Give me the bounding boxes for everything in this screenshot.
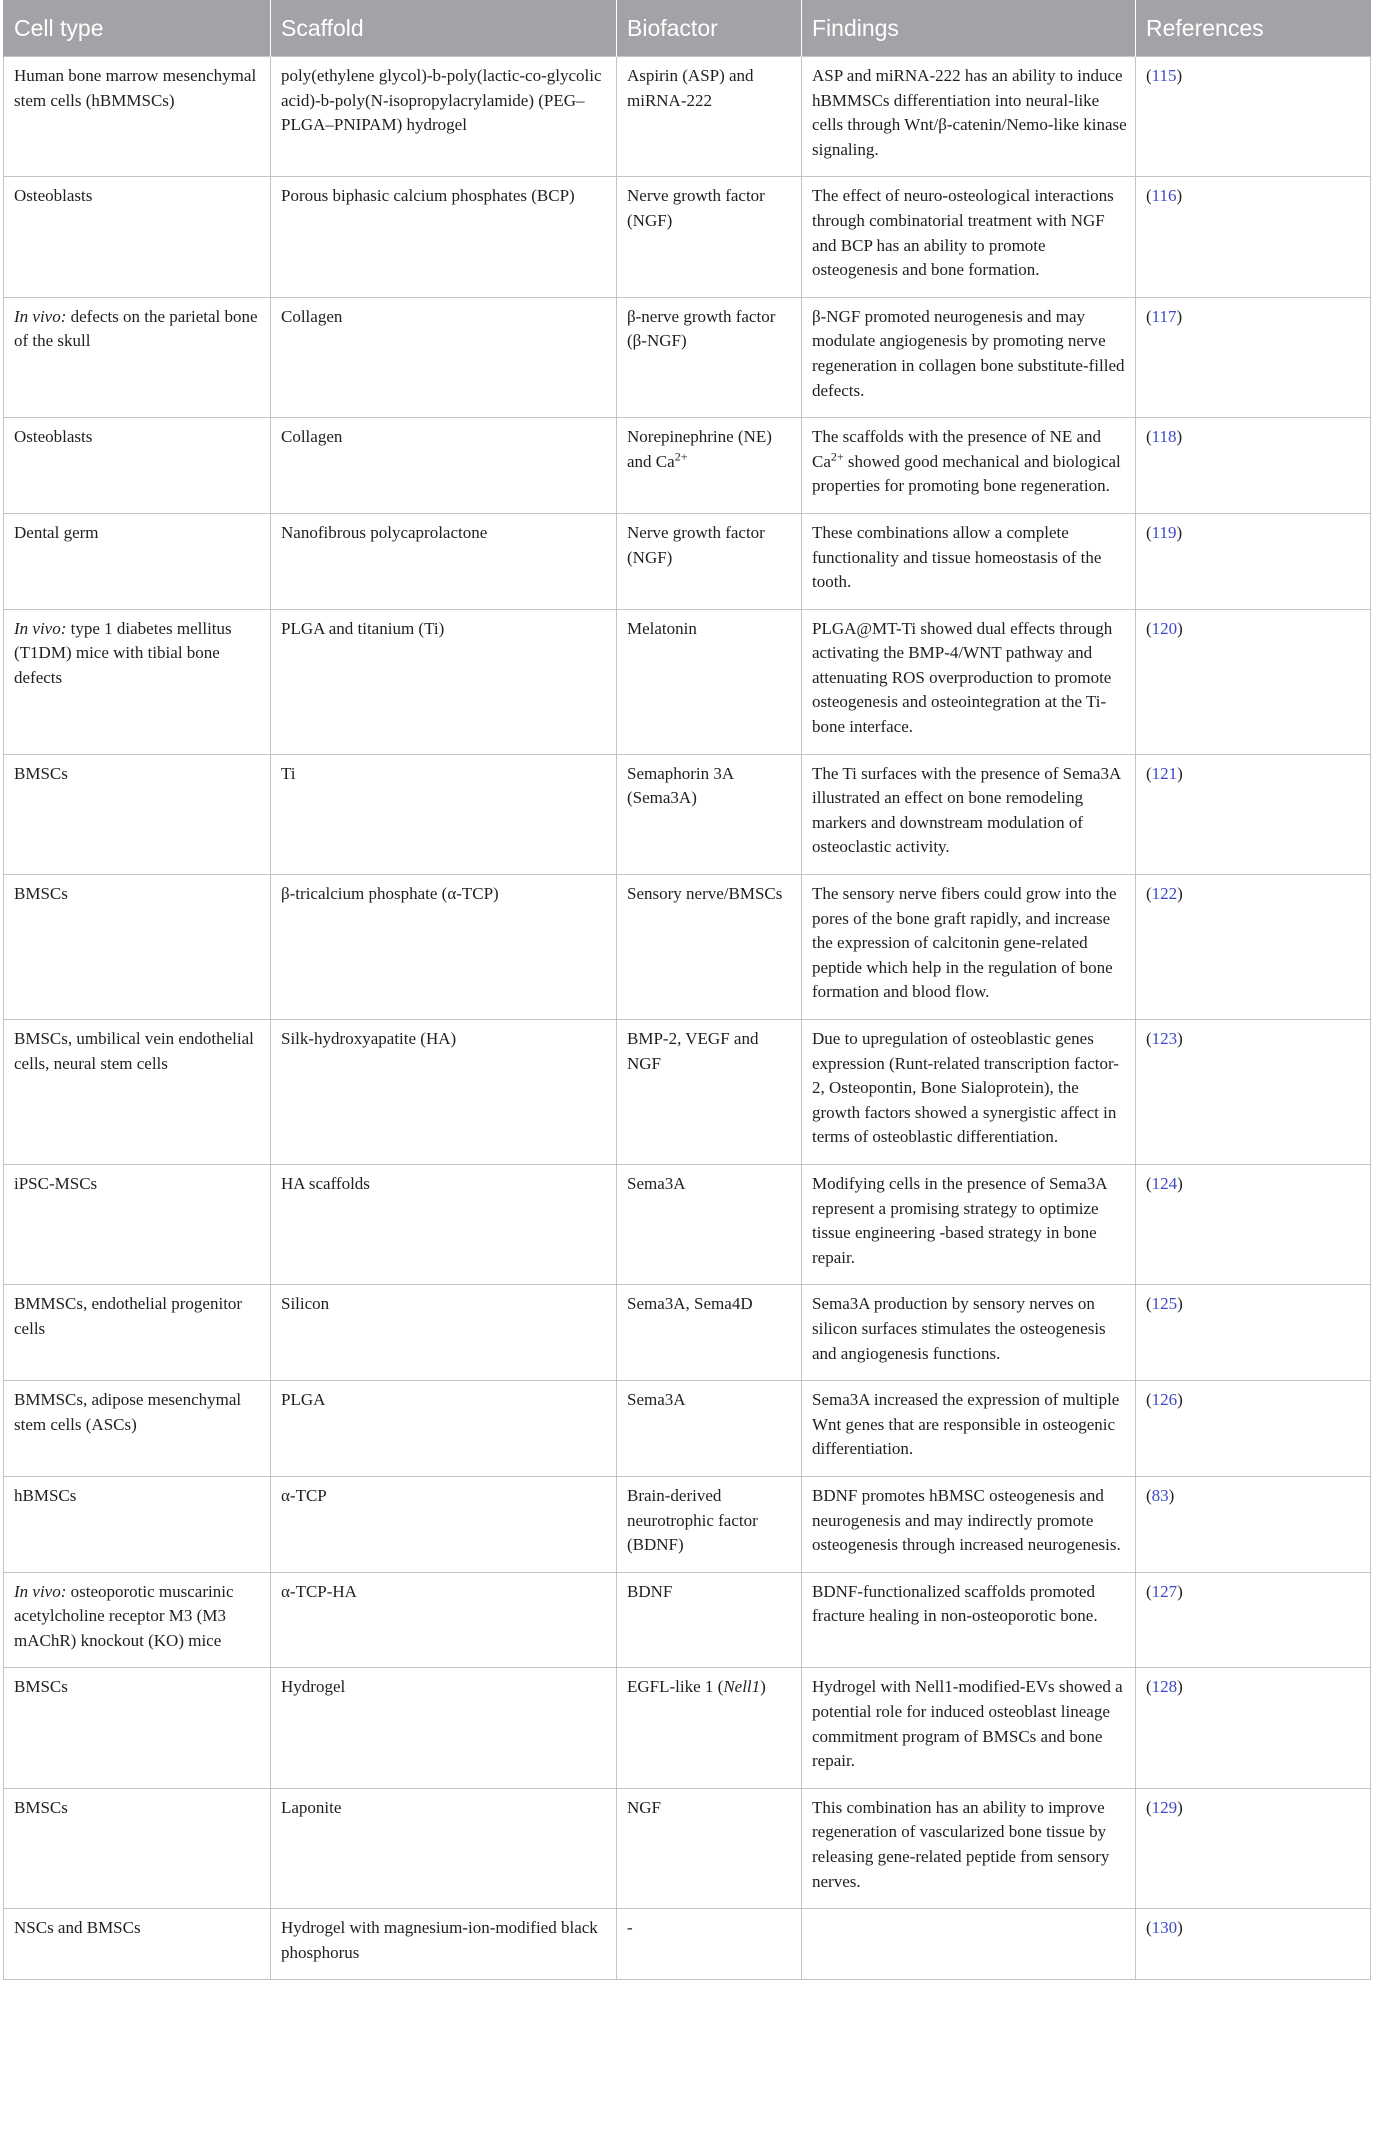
findings-text: This combination has an ability to improve regeneration of vascularized bone tissue by releasing gene-related peptide from sensory nerves.	[812, 1797, 1110, 1891]
reference-cell	[1136, 1164, 1371, 1284]
scaffold-text: Collagen	[281, 306, 343, 326]
findings-cell	[802, 297, 1136, 417]
findings-cell	[802, 1476, 1136, 1572]
cell-type-text: BMMSCs, endothelial progenitor cells	[14, 1294, 243, 1338]
cell-type-cell	[4, 754, 271, 874]
scaffold-cell	[271, 418, 617, 514]
reference-open-paren: (	[1146, 1677, 1152, 1697]
reference-close-paren: )	[1177, 1581, 1183, 1601]
reference-open-paren: (	[1146, 186, 1152, 206]
biofactor-cell	[617, 1381, 802, 1477]
scaffold-text: HA scaffolds	[281, 1173, 370, 1193]
neuro-osteo-table	[3, 0, 1371, 1980]
cell-type-cell	[4, 513, 271, 609]
cell-type-cell	[4, 418, 271, 514]
header-row	[4, 0, 1371, 57]
biofactor-cell	[617, 875, 802, 1020]
reference-cell	[1136, 875, 1371, 1020]
table-row	[4, 1285, 1371, 1381]
scaffold-cell	[271, 1572, 617, 1668]
reference-close-paren: )	[1177, 1677, 1183, 1697]
reference-close-paren: )	[1168, 1485, 1175, 1505]
scaffold-text: Collagen	[281, 427, 343, 447]
cell-type-cell	[4, 177, 271, 297]
reference-link[interactable]: 121	[1151, 763, 1178, 783]
reference-link[interactable]: 129	[1151, 1797, 1178, 1817]
table-row	[4, 418, 1371, 514]
table-row	[4, 1020, 1371, 1165]
in-vivo-label: In vivo:	[14, 618, 67, 638]
data-table-container	[3, 0, 1370, 1980]
header-findings: Findings	[802, 0, 1136, 57]
findings-text-after: showed good mechanical and biological properties for promoting bone regeneration.	[812, 451, 1121, 496]
biofactor-text: Melatonin	[627, 618, 697, 638]
reference-open-paren: (	[1146, 1581, 1152, 1601]
reference-open-paren: (	[1146, 1294, 1152, 1314]
cell-type-cell	[4, 1020, 271, 1165]
table-row	[4, 297, 1371, 417]
reference-open-paren: (	[1146, 306, 1152, 326]
biofactor-cell	[617, 418, 802, 514]
reference-cell	[1136, 297, 1371, 417]
cell-type-cell	[4, 1572, 271, 1668]
biofactor-text: Sema3A	[627, 1390, 686, 1410]
biofactor-text: Sema3A, Sema4D	[627, 1294, 753, 1314]
reference-cell	[1136, 1020, 1371, 1165]
scaffold-cell	[271, 297, 617, 417]
reference-cell	[1136, 1572, 1371, 1668]
reference-cell	[1136, 1476, 1371, 1572]
cell-type-text: BMSCs	[14, 763, 68, 783]
reference-open-paren: (	[1146, 522, 1152, 542]
reference-link[interactable]: 123	[1151, 1029, 1178, 1048]
findings-cell	[802, 1572, 1136, 1668]
reference-link[interactable]: 125	[1151, 1294, 1178, 1314]
biofactor-text: Sema3A	[627, 1173, 686, 1193]
findings-cell	[802, 609, 1136, 754]
table-header	[4, 0, 1371, 57]
biofactor-text: -	[627, 1918, 633, 1938]
biofactor-cell	[617, 609, 802, 754]
reference-open-paren: (	[1146, 1390, 1152, 1410]
biofactor-text: Nerve growth factor (NGF)	[627, 186, 765, 230]
findings-cell	[802, 1020, 1136, 1165]
findings-text: β-NGF promoted neurogenesis and may modulate angiogenesis by promoting nerve regeneration in collagen bone substitute-filled defects.	[812, 306, 1125, 400]
cell-type-text: Osteoblasts	[14, 427, 93, 447]
cell-type-cell	[4, 1164, 271, 1284]
scaffold-text: α-TCP-HA	[281, 1581, 357, 1601]
reference-cell	[1136, 1381, 1371, 1477]
scaffold-text: Ti	[281, 763, 296, 783]
findings-text: BDNF-functionalized scaffolds promoted fracture healing in non-osteoporotic bone.	[812, 1581, 1098, 1626]
reference-close-paren: )	[1177, 1390, 1183, 1410]
table-row	[4, 1909, 1371, 1980]
reference-link[interactable]: 128	[1151, 1677, 1178, 1697]
reference-cell	[1136, 57, 1371, 177]
reference-open-paren: (	[1146, 884, 1152, 904]
reference-close-paren: )	[1176, 427, 1183, 447]
findings-text: Sema3A increased the expression of multiple Wnt genes that are responsible in osteogenic differentiation.	[812, 1390, 1120, 1459]
reference-close-paren: )	[1177, 763, 1183, 783]
scaffold-cell	[271, 1668, 617, 1788]
findings-text: PLGA@MT-Ti showed dual effects through activating the BMP-4/WNT pathway and attenuating ROS overproduction to promote osteogenesis and osteointegration at the Ti-bone interface.	[812, 618, 1113, 737]
reference-open-paren: (	[1146, 1918, 1152, 1938]
table-body	[4, 57, 1371, 1980]
cell-type-cell	[4, 1285, 271, 1381]
biofactor-gene-italic: Nell1	[723, 1677, 761, 1697]
header-cell-type: Cell type	[4, 0, 271, 57]
reference-close-paren: )	[1176, 522, 1183, 542]
scaffold-text: Silicon	[281, 1294, 330, 1314]
biofactor-text: Nerve growth factor (NGF)	[627, 522, 765, 567]
reference-open-paren: (	[1146, 1485, 1152, 1505]
cell-type-cell	[4, 1909, 271, 1980]
cell-type-text: defects on the parietal bone of the skull	[14, 306, 258, 351]
cell-type-text: Human bone marrow mesenchymal stem cells (hBMMSCs)	[14, 66, 257, 110]
reference-close-paren: )	[1177, 618, 1183, 638]
reference-link[interactable]: 127	[1151, 1581, 1178, 1601]
cell-type-cell	[4, 1476, 271, 1572]
reference-open-paren: (	[1146, 1797, 1152, 1817]
table-row	[4, 875, 1371, 1020]
reference-cell	[1136, 754, 1371, 874]
findings-cell	[802, 1164, 1136, 1284]
reference-cell	[1136, 1668, 1371, 1788]
biofactor-cell	[617, 1572, 802, 1668]
scaffold-text: Hydrogel with magnesium-ion-modified black phosphorus	[281, 1918, 598, 1962]
findings-text: The effect of neuro-osteological interactions through combinatorial treatment with NGF and BCP has an ability to promote osteogenesis and bone formation.	[812, 186, 1114, 280]
reference-link[interactable]: 119	[1151, 522, 1177, 542]
reference-open-paren: (	[1146, 618, 1152, 638]
table-row	[4, 609, 1371, 754]
findings-text: BDNF promotes hBMSC osteogenesis and neurogenesis and may indirectly promote osteogenesis through increased neurogenesis.	[812, 1485, 1121, 1555]
cell-type-cell	[4, 609, 271, 754]
biofactor-text: BDNF	[627, 1581, 673, 1601]
reference-close-paren: )	[1177, 1173, 1183, 1193]
cell-type-cell	[4, 1381, 271, 1477]
scaffold-text: PLGA and titanium (Ti)	[281, 618, 445, 638]
scaffold-text: Nanofibrous polycaprolactone	[281, 522, 488, 542]
findings-superscript: 2+	[830, 449, 844, 464]
findings-text: These combinations allow a complete functionality and tissue homeostasis of the tooth.	[812, 522, 1102, 592]
scaffold-cell	[271, 1476, 617, 1572]
reference-close-paren: )	[1176, 306, 1183, 326]
biofactor-text: Brain-derived neurotrophic factor (BDNF)	[627, 1485, 758, 1555]
cell-type-text: Dental germ	[14, 522, 99, 542]
biofactor-text: BMP-2, VEGF and NGF	[627, 1029, 759, 1073]
reference-cell	[1136, 513, 1371, 609]
biofactor-text: NGF	[627, 1797, 662, 1817]
reference-link[interactable]: 117	[1151, 306, 1177, 326]
reference-cell	[1136, 177, 1371, 297]
biofactor-text: Norepinephrine (NE) and Ca	[627, 427, 772, 471]
findings-cell	[802, 1668, 1136, 1788]
reference-close-paren: )	[1177, 884, 1183, 904]
reference-open-paren: (	[1146, 66, 1152, 85]
cell-type-text: osteoporotic muscarinic acetylcholine receptor M3 (M3 mAChR) knockout (KO) mice	[14, 1581, 234, 1650]
reference-link[interactable]: 130	[1151, 1918, 1178, 1938]
header-scaffold: Scaffold	[271, 0, 617, 57]
biofactor-text: Aspirin (ASP) and miRNA-222	[627, 66, 754, 110]
findings-cell	[802, 1381, 1136, 1477]
biofactor-cell	[617, 754, 802, 874]
scaffold-cell	[271, 177, 617, 297]
scaffold-cell	[271, 1788, 617, 1908]
table-row	[4, 57, 1371, 177]
cell-type-text: iPSC-MSCs	[14, 1173, 98, 1193]
reference-close-paren: )	[1177, 1797, 1183, 1817]
table-row	[4, 513, 1371, 609]
biofactor-cell	[617, 1285, 802, 1381]
table-row	[4, 1381, 1371, 1477]
biofactor-cell	[617, 1909, 802, 1980]
reference-close-paren: )	[1176, 186, 1183, 206]
reference-close-paren: )	[1177, 1029, 1183, 1048]
biofactor-cell	[617, 1020, 802, 1165]
biofactor-cell	[617, 1668, 802, 1788]
findings-text: The sensory nerve fibers could grow into the pores of the bone graft rapidly, and increase the expression of calcitonin gene-related peptide which help in the regulation of bone formation and blood flow.	[812, 884, 1117, 1002]
biofactor-text: Semaphorin 3A (Sema3A)	[627, 763, 734, 808]
reference-cell	[1136, 1788, 1371, 1908]
scaffold-cell	[271, 1909, 617, 1980]
cell-type-text: BMSCs	[14, 1797, 68, 1817]
reference-cell	[1136, 418, 1371, 514]
scaffold-text: poly(ethylene glycol)-b-poly(lactic-co-glycolic acid)-b-poly(N-isopropylacrylamide) (PEG–PLGA–PNIPAM) hydrogel	[281, 66, 602, 135]
cell-type-text: type 1 diabetes mellitus (T1DM) mice with tibial bone defects	[14, 618, 232, 687]
cell-type-text: hBMSCs	[14, 1485, 77, 1505]
biofactor-cell	[617, 1164, 802, 1284]
scaffold-cell	[271, 57, 617, 177]
findings-text: The scaffolds with the presence of NE and Ca	[812, 427, 1102, 471]
reference-link[interactable]: 124	[1151, 1173, 1178, 1193]
reference-open-paren: (	[1146, 1173, 1152, 1193]
findings-cell	[802, 418, 1136, 514]
cell-type-cell	[4, 297, 271, 417]
scaffold-text: Porous biphasic calcium phosphates (BCP)	[281, 186, 575, 206]
table-row	[4, 1668, 1371, 1788]
cell-type-text: NSCs and BMSCs	[14, 1918, 141, 1938]
scaffold-text: Hydrogel	[281, 1677, 346, 1697]
reference-link[interactable]: 118	[1151, 427, 1177, 447]
scaffold-cell	[271, 609, 617, 754]
findings-cell	[802, 1788, 1136, 1908]
reference-link[interactable]: 116	[1151, 186, 1177, 206]
findings-cell	[802, 754, 1136, 874]
cell-type-text: BMSCs	[14, 1677, 68, 1697]
reference-link[interactable]: 83	[1151, 1485, 1169, 1505]
cell-type-text: Osteoblasts	[14, 186, 93, 206]
in-vivo-label: In vivo:	[14, 306, 67, 326]
findings-cell	[802, 513, 1136, 609]
table-row	[4, 1572, 1371, 1668]
findings-cell	[802, 57, 1136, 177]
cell-type-cell	[4, 57, 271, 177]
table-row	[4, 754, 1371, 874]
reference-cell	[1136, 1909, 1371, 1980]
reference-close-paren: )	[1176, 66, 1183, 85]
findings-cell	[802, 875, 1136, 1020]
cell-type-text: BMMSCs, adipose mesenchymal stem cells (ASCs)	[14, 1390, 242, 1434]
scaffold-cell	[271, 875, 617, 1020]
findings-text: ASP and miRNA-222 has an ability to induce hBMMSCs differentiation into neural-like cells through Wnt/β-catenin/Nemo-like kinase signaling.	[812, 66, 1127, 159]
reference-close-paren: )	[1177, 1294, 1183, 1314]
scaffold-cell	[271, 1381, 617, 1477]
reference-open-paren: (	[1146, 1029, 1152, 1048]
table-row	[4, 177, 1371, 297]
biofactor-superscript: 2+	[674, 449, 688, 464]
scaffold-cell	[271, 1164, 617, 1284]
header-references: References	[1136, 0, 1371, 57]
reference-cell	[1136, 1285, 1371, 1381]
findings-text: Hydrogel with Nell1-modified-EVs showed a potential role for induced osteoblast lineage commitment program of BMSCs and bone repair.	[812, 1677, 1123, 1771]
table-row	[4, 1788, 1371, 1908]
scaffold-cell	[271, 1020, 617, 1165]
cell-type-cell	[4, 1788, 271, 1908]
reference-cell	[1136, 609, 1371, 754]
biofactor-cell	[617, 513, 802, 609]
reference-open-paren: (	[1146, 763, 1152, 783]
cell-type-text: BMSCs	[14, 884, 68, 904]
findings-text: Modifying cells in the presence of Sema3A represent a promising strategy to optimize tissue engineering -based strategy in bone repair.	[812, 1173, 1107, 1267]
reference-link[interactable]: 126	[1151, 1390, 1178, 1410]
findings-cell	[802, 1285, 1136, 1381]
findings-text: The Ti surfaces with the presence of Sema3A illustrated an effect on bone remodeling markers and downstream modulation of osteoclastic activity.	[812, 763, 1121, 857]
cell-type-cell	[4, 875, 271, 1020]
table-row	[4, 1164, 1371, 1284]
table-row	[4, 1476, 1371, 1572]
findings-cell	[802, 1909, 1136, 1980]
biofactor-cell	[617, 297, 802, 417]
findings-cell	[802, 177, 1136, 297]
biofactor-cell	[617, 1476, 802, 1572]
biofactor-cell	[617, 177, 802, 297]
findings-text: Sema3A production by sensory nerves on silicon surfaces stimulates the osteogenesis and angiogenesis functions.	[812, 1294, 1106, 1363]
cell-type-cell	[4, 1668, 271, 1788]
biofactor-text: EGFL-like 1 (	[627, 1677, 724, 1697]
in-vivo-label: In vivo:	[14, 1581, 67, 1601]
findings-text: Due to upregulation of osteoblastic genes expression (Runt-related transcription factor-2, Osteopontin, Bone Sialoprotein), the growth factors showed a synergistic affect in terms of osteoblastic differentiation.	[812, 1029, 1119, 1147]
reference-close-paren: )	[1177, 1918, 1183, 1938]
scaffold-cell	[271, 754, 617, 874]
biofactor-text-after: )	[760, 1677, 766, 1697]
reference-link[interactable]: 120	[1151, 618, 1178, 638]
biofactor-cell	[617, 57, 802, 177]
scaffold-text: PLGA	[281, 1390, 326, 1410]
reference-open-paren: (	[1146, 427, 1152, 447]
reference-link[interactable]: 122	[1151, 884, 1178, 904]
scaffold-cell	[271, 1285, 617, 1381]
scaffold-text: Laponite	[281, 1797, 342, 1817]
reference-link[interactable]: 115	[1151, 66, 1177, 85]
scaffold-text: α-TCP	[281, 1485, 327, 1505]
biofactor-text: β-nerve growth factor (β-NGF)	[627, 306, 776, 351]
scaffold-text: β-tricalcium phosphate (α-TCP)	[281, 884, 499, 904]
cell-type-text: BMSCs, umbilical vein endothelial cells, neural stem cells	[14, 1029, 254, 1073]
scaffold-cell	[271, 513, 617, 609]
biofactor-cell	[617, 1788, 802, 1908]
biofactor-text: Sensory nerve/BMSCs	[627, 884, 783, 904]
header-biofactor: Biofactor	[617, 0, 802, 57]
scaffold-text: Silk-hydroxyapatite (HA)	[281, 1029, 457, 1048]
